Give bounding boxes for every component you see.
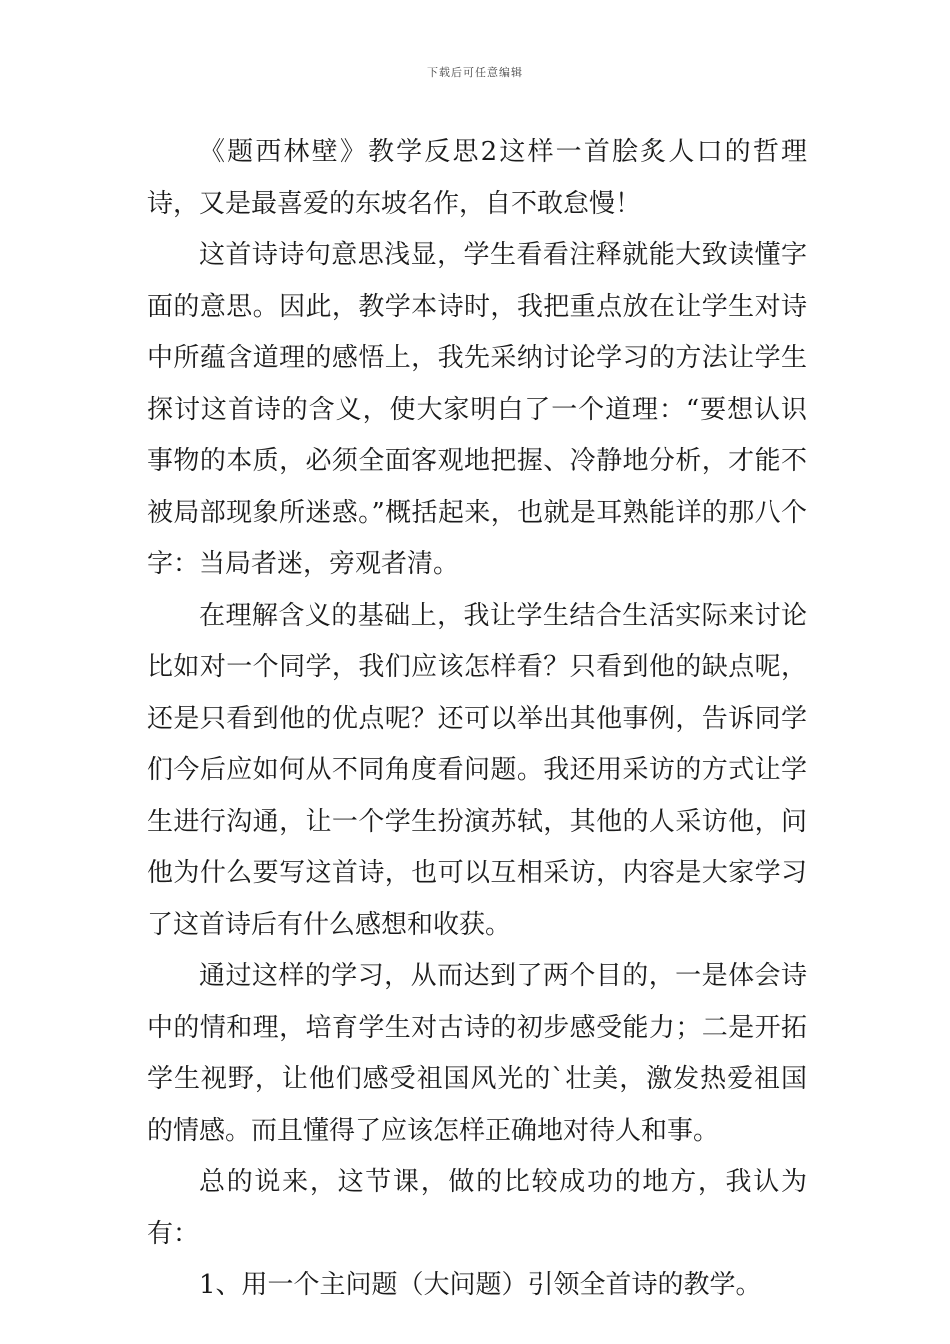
paragraph-discussion: 在理解含义的基础上，我让学生结合生活实际来讨论比如对一个同学，我们应该怎样看？只看到他的缺点呢，还是只看到他的优点呢？还可以举出其他事例，告诉同学们今后应如何从不同角度看问题。我还用采访的方式让学生进行沟通，让一个学生扮演苏轼，其他的人采访他，问他为什么要写这首诗，也可以互相采访，内容是大家学习了这首诗后有什么感想和收获。 [147, 600, 807, 940]
page-header-note: 下载后可任意编辑 [427, 66, 523, 79]
paragraph-teaching-focus: 这首诗诗句意思浅显，学生看看注释就能大致读懂字面的意思。因此，教学本诗时，我把重点放在让学生对诗中所蕴含道理的感悟上，我先采纳讨论学习的方法让学生探讨这首诗的含义，使大家明白了一个道理：“要想认识事物的本质，必须全面客观地把握、冷静地分析，才能不被局部现象所迷惑。”概括起来，也就是耳熟能详的那八个字：当局者迷，旁观者清。 [147, 240, 807, 579]
paragraph-goals: 通过这样的学习，从而达到了两个目的，一是体会诗中的情和理，培育学生对古诗的初步感受能力；二是开拓学生视野，让他们感受祖国风光的`壮美，激发热爱祖国的情感。而且懂得了应该怎样正确地对待人和事。 [147, 961, 807, 1146]
paragraph-summary: 总的说来，这节课，做的比较成功的地方，我认为有： [147, 1167, 807, 1249]
document-body [147, 127, 807, 1312]
paragraph-title-intro: 《题西林壁》教学反思2这样一首脍炙人口的哲理诗，又是最喜爱的东坡名作，自不敢怠慢！ [147, 137, 807, 219]
paragraph-point-one: 1、用一个主问题（大问题）引领全首诗的教学。 [199, 1270, 762, 1300]
